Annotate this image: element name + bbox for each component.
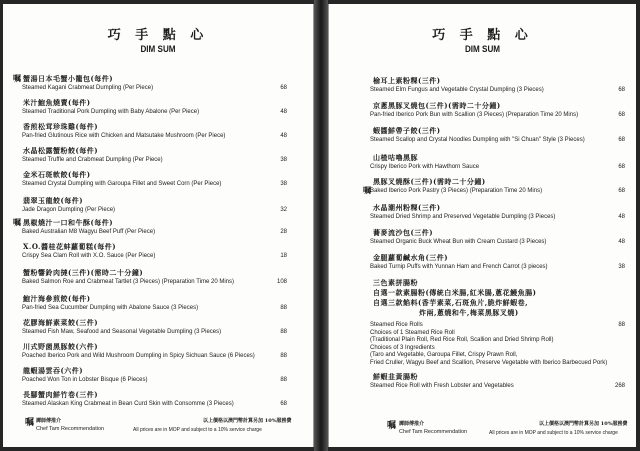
menu-item-name-en: Steamed Dried Shrimp and Preserved Vegetable Dumpling (3 Pieces): [370, 214, 556, 220]
menu-item-name-en: Steamed Elm Fungus and Vegetable Crystal Dumpling (3 Pieces): [370, 87, 544, 93]
menu-item-name-en: Poached Iberico Pork and Wild Mushroom Dumpling in Spicy Sichuan Sauce (6 Pieces): [22, 353, 255, 359]
chef-recommend-icon: 嘱: [363, 185, 371, 195]
menu-item-price: 88: [280, 353, 287, 359]
menu-item-name-zh: 黑豚叉燒酥(三件)(需時二十分鐘): [373, 177, 486, 186]
menu-item-name-zh: 龍蝦湯雲吞(六件): [23, 366, 84, 375]
combo-line-en: (Traditional Plain Roll, Red Rice Roll, Scallion and Dried Shrimp Roll): [370, 337, 554, 343]
menu-item-price: 68: [618, 164, 625, 170]
menu-page-right: [328, 4, 636, 447]
menu-item-price: 48: [618, 214, 625, 220]
menu-item-name-en: Steamed Fish Maw, Seafood and Seasonal Vegetable Dumpling (3 Pieces): [22, 329, 222, 335]
menu-item-price: 68: [618, 137, 625, 143]
menu-item-name-en: Pan-fried Iberico Pork Bun with Scallion (3 Pieces) (Preparation Time 20 Mins): [370, 112, 579, 118]
combo-choice-zh: 自選一款素腸粉(傳統白米腸,紅米腸,蔥花鰻魚腸): [373, 288, 537, 297]
menu-item-name-zh: 金米石斑軟餃(每件): [23, 170, 91, 179]
menu-item-name-en: Baked Iberico Pork Pastry (3 Pieces) (Preparation Time 20 Mins): [370, 188, 543, 194]
legend-label-en: Chef Tam Recommendation: [399, 429, 468, 435]
menu-item-name-en: Crispy Sea Clam Roll with X.O. Sauce (Per Piece): [22, 253, 156, 259]
menu-item-name-zh: 翡翠玉龍餃(每件): [23, 196, 84, 205]
menu-item-name-en: Steamed Rice Roll with Fresh Lobster and Vegetables: [370, 383, 514, 389]
legend-label-en: Chef Tam Recommendation: [36, 426, 105, 432]
menu-item-name-zh: 香煎松茸珍珠雞(每件): [23, 122, 99, 131]
menu-item-name-zh: X.O.醬桂花蚌蘿蔔糕(每件): [23, 242, 117, 251]
chef-recommend-icon: 嘱: [387, 421, 397, 431]
service-note-en: All prices are in MOP and subject to a 10% service charge: [133, 427, 262, 433]
menu-item-price: 108: [276, 279, 287, 285]
combo-choice-zh: 自選三款餡料(香芋素菜,石斑魚片,脆炸鮮蝦卷,: [373, 298, 529, 307]
menu-item-name-zh: 水晶潮州粉粿(三件): [373, 203, 441, 212]
menu-item-name-en: Steamed Scallop and Crystal Noodles Dumpling with "Si Chuan" Style (3 Pieces): [370, 137, 585, 143]
menu-item-name-en: Steamed Traditional Pork Dumpling with Baby Abalone (Per Piece): [22, 109, 200, 115]
menu-item-name-zh: 蟹湯日本毛蟹小籠包(每件): [23, 74, 114, 83]
chef-recommend-icon: 嘱: [13, 73, 21, 83]
chef-recommend-icon: 嘱: [13, 217, 21, 227]
menu-item-name-en: Baked Australian M8 Wagyu Beef Puff (Per Piece): [22, 229, 156, 235]
service-note-zh: 以上價格以澳門幣計算另加 10%服務費: [539, 421, 628, 427]
menu-item-name-en: Pan-fried Glutinous Rice with Chicken and Matsutake Mushroom (Per Piece): [22, 133, 226, 139]
menu-item-name-en: Pan-fried Sea Cucumber Dumpling with Abalone Sauce (3 Pieces): [22, 305, 199, 311]
menu-item-price: 88: [280, 305, 287, 311]
page-title-en: DIM SUM: [464, 44, 501, 54]
menu-item-price: 48: [618, 239, 625, 245]
menu-item-name-en: Steamed Organic Buck Wheat Bun with Cream Custard (3 Pieces): [370, 239, 547, 245]
menu-item-name-zh: 山楂咕嚕黑豚: [373, 153, 418, 162]
menu-item-name-zh: 米汁鮑魚燒賣(每件): [23, 98, 91, 107]
menu-item-name-zh: 川式野菌黑豚餃(六件): [23, 342, 99, 351]
menu-item-name-zh: 長腳蟹肉鮮竹卷(三件): [23, 390, 99, 399]
menu-item-name-zh: 鮮蝦韭黃腸粉: [373, 372, 418, 381]
menu-item-name-en: Steamed Truffle and Crabmeat Dumpling (Per Piece): [22, 157, 163, 163]
menu-item-name-en: Steamed Alaskan King Crabmeat in Bean Curd Skin with Consomme (3 Pieces): [22, 401, 234, 407]
menu-item-name-en: Crispy Iberico Pork with Hawthorn Sauce: [370, 164, 480, 170]
combo-name-en: Steamed Rice Rolls: [370, 322, 423, 328]
menu-item-price: 18: [280, 253, 287, 259]
combo-choice-zh: 炸兩,蔥燒和牛,梅菜黑豚叉燒): [419, 308, 519, 317]
menu-page-left: [3, 4, 314, 447]
menu-item-name-zh: 水晶松露蟹粉餃(每件): [23, 146, 99, 155]
menu-item-price: 28: [280, 229, 287, 235]
combo-name-zh: 三色素拼腸粉: [373, 278, 418, 287]
menu-item-name-zh: 花膠海鮮素菜餃(三件): [23, 318, 99, 327]
menu-item-price: 68: [280, 401, 287, 407]
menu-item-name-en: Baked Salmon Roe and Crabmeat Tartlet (3 Pieces) (Preparation Time 20 Mins): [22, 279, 234, 285]
menu-item-name-en: Jade Dragon Dumpling (Per Piece): [22, 207, 116, 213]
legend-label-zh: 譚師傅推介: [399, 421, 425, 427]
menu-item-name-zh: 榆耳上素粉粿(三件): [373, 76, 441, 85]
menu-item-name-zh: 蝦醬鮮帶子餃(三件): [373, 126, 441, 135]
service-note-en: All prices are in MOP and subject to a 10% service charge: [489, 430, 618, 436]
menu-item-price: 68: [618, 87, 625, 93]
menu-item-price: 38: [618, 264, 625, 270]
menu-item-name-en: Baked Turnip Puffs with Yunnan Ham and French Carrot (3 pieces): [370, 264, 548, 270]
menu-item-price: 48: [280, 109, 287, 115]
menu-item-price: 88: [618, 322, 625, 328]
combo-line-en: Choices of 1 Steamed Rice Roll: [370, 329, 455, 336]
menu-item-price: 68: [618, 112, 625, 118]
menu-item-name-en: Steamed Kagani Crabmeat Dumpling (Per Piece): [22, 85, 154, 91]
menu-item-name-en: Poached Won Ton in Lobster Bisque (6 Pieces): [22, 377, 148, 383]
menu-item-price: 88: [280, 329, 287, 335]
menu-item-price: 38: [280, 181, 287, 187]
menu-item-price: 88: [280, 377, 287, 383]
menu-item-name-zh: 京蔥黑豚叉燒包(三件)(需時二十分鐘): [373, 101, 501, 110]
menu-item-name-zh: 鮑汁海參煎餃(每件): [23, 294, 91, 303]
menu-item-price: 38: [280, 157, 287, 163]
page-title-zh: 巧 手 點 心: [432, 28, 533, 43]
page-title-en: DIM SUM: [140, 44, 176, 54]
menu-item-price: 48: [280, 133, 287, 139]
page-title-zh: 巧 手 點 心: [107, 28, 209, 43]
legend-label-zh: 譚師傅推介: [36, 418, 62, 424]
menu-item-name-en: Steamed Crystal Dumpling with Garoupa Fillet and Sweet Corn (Per Piece): [22, 181, 222, 187]
combo-line-en: Choices of 3 Ingredients: [370, 344, 435, 351]
menu-item-price: 68: [618, 188, 625, 194]
combo-line-en: (Taro and Vegetable, Garoupa Fillet, Crispy Prawn Roll,: [370, 352, 518, 358]
menu-item-price: 268: [614, 383, 625, 389]
menu-item-price: 68: [280, 85, 287, 91]
menu-item-name-zh: 蟹粉響鈴肉撻(三件)(需時二十分鐘): [23, 268, 144, 277]
chef-recommend-icon: 嘱: [25, 418, 35, 428]
menu-item-name-zh: 蕎麥流沙包(三件): [373, 228, 434, 237]
combo-line-en: Fried Cruller, Wagyu Beef and Scallion, Preserve Vegetable with Iberico Barbecued Pork): [370, 359, 608, 366]
menu-item-name-zh: 黑椒燒汁一口和牛酥(每件): [23, 218, 114, 227]
service-note-zh: 以上價格以澳門幣計算另加 10%服務費: [203, 418, 292, 424]
book-gutter: [314, 0, 328, 451]
menu-item-price: 32: [280, 207, 287, 213]
menu-item-name-zh: 金腿蘿蔔鹹水角(三件): [373, 253, 449, 262]
